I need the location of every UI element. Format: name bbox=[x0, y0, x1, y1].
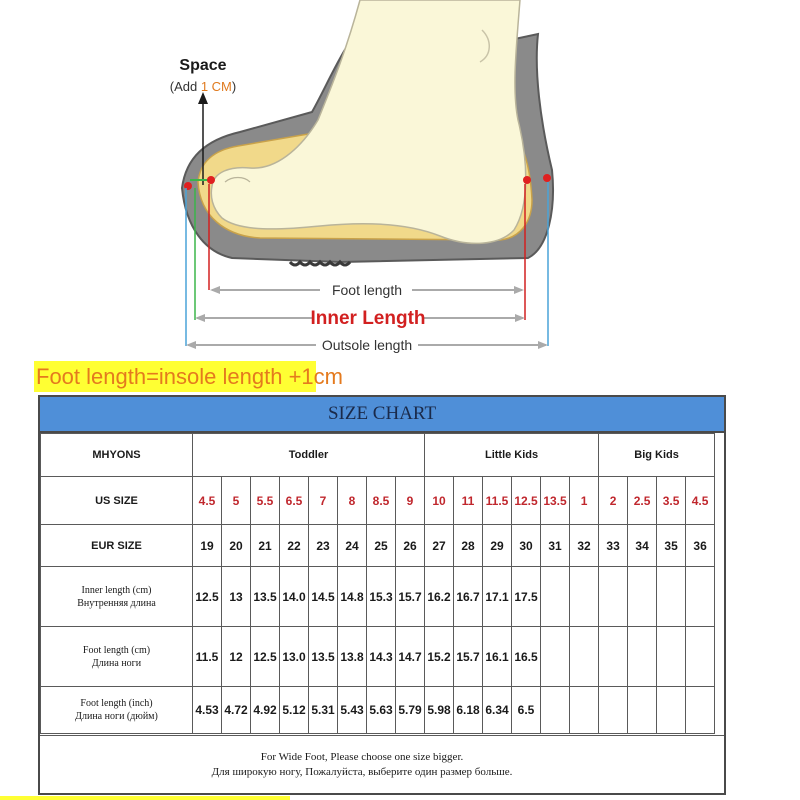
foot-length-cell: 13.5 bbox=[309, 627, 338, 687]
eur-size-cell: 25 bbox=[367, 525, 396, 567]
shoe-sizing-illustration bbox=[0, 0, 800, 360]
foot-length-cell: 15.7 bbox=[454, 627, 483, 687]
eur-size-cell: 31 bbox=[541, 525, 570, 567]
eur-size-cell: 27 bbox=[425, 525, 454, 567]
inner-length-cell bbox=[686, 567, 715, 627]
brand-cell: MHYONS bbox=[41, 434, 193, 477]
inner-length-arrow-right bbox=[515, 314, 525, 322]
eur-size-cell: 24 bbox=[338, 525, 367, 567]
eur-size-cell: 20 bbox=[222, 525, 251, 567]
us-size-cell: 11.5 bbox=[483, 477, 512, 525]
eur-size-cell: 28 bbox=[454, 525, 483, 567]
foot-inch-cell bbox=[541, 687, 570, 734]
foot-inch-cell bbox=[628, 687, 657, 734]
size-chart bbox=[38, 395, 726, 795]
foot-length-cell bbox=[657, 627, 686, 687]
foot-length-cell bbox=[628, 627, 657, 687]
outsole-length-arrow-right bbox=[538, 341, 548, 349]
us-size-cell: 10 bbox=[425, 477, 454, 525]
space-label: Space bbox=[179, 57, 227, 74]
eur-size-cell: 36 bbox=[686, 525, 715, 567]
foot-inch-cell: 4.53 bbox=[193, 687, 222, 734]
inner-length-cell: 13.5 bbox=[251, 567, 280, 627]
eur-size-cell: 34 bbox=[628, 525, 657, 567]
eur-size-cell: 21 bbox=[251, 525, 280, 567]
eur-size-cell: 19 bbox=[193, 525, 222, 567]
us-size-cell: 3.5 bbox=[657, 477, 686, 525]
inner-length-cell: 14.0 bbox=[280, 567, 309, 627]
foot-length-cell: 12 bbox=[222, 627, 251, 687]
us-size-cell: 8.5 bbox=[367, 477, 396, 525]
foot-length-cell: 16.1 bbox=[483, 627, 512, 687]
foot-length-label: Foot length bbox=[331, 282, 403, 298]
inner-length-cell bbox=[599, 567, 628, 627]
outsole-length-arrow-left bbox=[186, 341, 196, 349]
group-big-kids: Big Kids bbox=[599, 434, 715, 477]
inner-length-cell: 17.5 bbox=[512, 567, 541, 627]
inner-length-cell: 16.7 bbox=[454, 567, 483, 627]
eur-size-cell: 30 bbox=[512, 525, 541, 567]
foot-length-cell: 15.2 bbox=[425, 627, 454, 687]
outsole-heel-point bbox=[543, 174, 551, 182]
foot-inch-cell: 6.5 bbox=[512, 687, 541, 734]
foot-length-cell: 16.5 bbox=[512, 627, 541, 687]
inner-length-cell bbox=[541, 567, 570, 627]
inner-length-cell bbox=[657, 567, 686, 627]
us-size-cell: 5.5 bbox=[251, 477, 280, 525]
foot-length-row-label: Foot length (cm) Длина ноги bbox=[41, 627, 193, 687]
eur-size-cell: 22 bbox=[280, 525, 309, 567]
inner-length-cell: 16.2 bbox=[425, 567, 454, 627]
us-size-cell: 13.5 bbox=[541, 477, 570, 525]
us-size-cell: 12.5 bbox=[512, 477, 541, 525]
note-russian: Для широкую ногу, Пожалуйста, выберите один размер больше. bbox=[211, 766, 513, 778]
inner-length-cell: 15.3 bbox=[367, 567, 396, 627]
inner-length-cell: 13 bbox=[222, 567, 251, 627]
us-size-cell: 9 bbox=[396, 477, 425, 525]
add-note: (Add 1 CM) bbox=[169, 79, 237, 94]
us-size-cell: 4.5 bbox=[193, 477, 222, 525]
inner-length-cell: 17.1 bbox=[483, 567, 512, 627]
wide-foot-note bbox=[40, 735, 724, 793]
us-size-cell: 6.5 bbox=[280, 477, 309, 525]
eur-size-cell: 26 bbox=[396, 525, 425, 567]
us-size-label: US SIZE bbox=[41, 477, 193, 525]
group-toddler: Toddler bbox=[193, 434, 425, 477]
inner-length-cell: 15.7 bbox=[396, 567, 425, 627]
us-size-cell: 7 bbox=[309, 477, 338, 525]
note-english: For Wide Foot, Please choose one size bigger. bbox=[260, 751, 464, 763]
inner-length-cell bbox=[628, 567, 657, 627]
eur-size-cell: 29 bbox=[483, 525, 512, 567]
foot-length-formula-banner: Foot length=insole length +1cm bbox=[34, 361, 316, 392]
foot-inch-cell bbox=[657, 687, 686, 734]
us-size-cell: 1 bbox=[570, 477, 599, 525]
foot-length-cell: 14.3 bbox=[367, 627, 396, 687]
foot-length-cell: 14.7 bbox=[396, 627, 425, 687]
foot-length-arrow-right bbox=[514, 286, 524, 294]
foot-inch-cell: 5.63 bbox=[367, 687, 396, 734]
foot-inch-cell bbox=[686, 687, 715, 734]
foot-length-cell bbox=[686, 627, 715, 687]
foot-inch-cell: 5.79 bbox=[396, 687, 425, 734]
foot-inch-cell: 6.34 bbox=[483, 687, 512, 734]
outsole-toe-point bbox=[184, 182, 192, 190]
foot-length-cell bbox=[570, 627, 599, 687]
foot-inch-cell: 4.92 bbox=[251, 687, 280, 734]
foot-length-cell: 13.8 bbox=[338, 627, 367, 687]
inner-length-label: Inner Length bbox=[310, 308, 426, 329]
foot-inch-cell bbox=[599, 687, 628, 734]
heel-inner-point bbox=[523, 176, 531, 184]
foot-length-arrow-left bbox=[210, 286, 220, 294]
us-size-cell: 5 bbox=[222, 477, 251, 525]
us-size-cell: 2 bbox=[599, 477, 628, 525]
foot-inch-cell: 4.72 bbox=[222, 687, 251, 734]
foot-length-cell: 11.5 bbox=[193, 627, 222, 687]
foot-inch-cell bbox=[570, 687, 599, 734]
foot-inch-cell: 6.18 bbox=[454, 687, 483, 734]
inner-length-row-label: Inner length (cm) Внутренняя длина bbox=[41, 567, 193, 627]
size-table bbox=[40, 433, 715, 734]
foot-inch-row-label: Foot length (inch) Длина ноги (дюйм) bbox=[41, 687, 193, 734]
eur-size-cell: 32 bbox=[570, 525, 599, 567]
inner-length-cell: 14.8 bbox=[338, 567, 367, 627]
eur-size-cell: 33 bbox=[599, 525, 628, 567]
us-size-cell: 2.5 bbox=[628, 477, 657, 525]
inner-length-cell bbox=[570, 567, 599, 627]
inner-length-arrow-left bbox=[195, 314, 205, 322]
inner-length-cell: 12.5 bbox=[193, 567, 222, 627]
foot-inch-cell: 5.98 bbox=[425, 687, 454, 734]
group-little-kids: Little Kids bbox=[425, 434, 599, 477]
us-size-cell: 8 bbox=[338, 477, 367, 525]
inner-length-cell: 14.5 bbox=[309, 567, 338, 627]
foot-inch-cell: 5.12 bbox=[280, 687, 309, 734]
outsole-length-label: Outsole length bbox=[321, 337, 413, 353]
foot-length-cell: 12.5 bbox=[251, 627, 280, 687]
eur-size-cell: 23 bbox=[309, 525, 338, 567]
us-size-cell: 11 bbox=[454, 477, 483, 525]
foot-inch-cell: 5.43 bbox=[338, 687, 367, 734]
foot bbox=[211, 0, 525, 243]
inner-toe-point bbox=[207, 176, 215, 184]
foot-length-cell: 13.0 bbox=[280, 627, 309, 687]
foot-length-cell bbox=[541, 627, 570, 687]
sole-tread bbox=[290, 262, 350, 265]
us-size-cell: 4.5 bbox=[686, 477, 715, 525]
foot-length-cell bbox=[599, 627, 628, 687]
size-chart-title: SIZE CHART bbox=[40, 397, 724, 433]
eur-size-cell: 35 bbox=[657, 525, 686, 567]
yellow-stripe bbox=[0, 796, 290, 800]
eur-size-label: EUR SIZE bbox=[41, 525, 193, 567]
foot-inch-cell: 5.31 bbox=[309, 687, 338, 734]
